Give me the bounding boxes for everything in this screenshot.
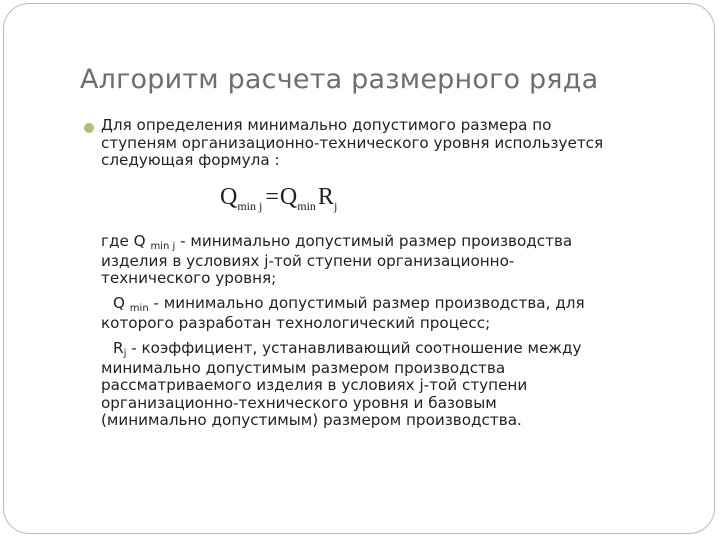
rj-line-2: минимально допустимым размером производства <box>101 358 506 377</box>
qmin-sub: min <box>129 303 149 314</box>
where-line-2: изделия в условиях j-той ступени организационно- <box>101 251 515 270</box>
qmin-paragraph <box>101 295 585 332</box>
qmin-line-1 <box>101 295 585 315</box>
where-paragraph <box>101 233 572 288</box>
rj-line-5: (минимально допустимым) размером производства. <box>101 411 522 430</box>
rj-line-1 <box>101 340 581 360</box>
bullet-icon <box>84 123 94 133</box>
where-sub: min j <box>150 241 176 252</box>
where-line-1-rest: - минимально допустимый размер производства <box>175 232 573 250</box>
intro-line-2: ступеням организационно-технического уровня используется <box>101 133 604 152</box>
formula-q2: Q <box>279 184 298 210</box>
formula-q: Q <box>220 184 238 210</box>
rj-line-3: рассматриваемого изделия в условиях j-той ступени <box>101 376 528 395</box>
rj-paragraph <box>101 340 581 430</box>
formula-r-sub: j <box>333 199 338 213</box>
rj-prefix: R <box>113 339 124 357</box>
where-line-3: технического уровня; <box>101 269 277 288</box>
formula <box>220 184 339 211</box>
where-line-1 <box>101 233 572 253</box>
qmin-prefix: Q <box>113 294 125 312</box>
intro-line-3: следующая формула : <box>101 151 280 170</box>
slide-title: Алгоритм расчета размерного ряда <box>80 64 599 95</box>
qmin-line-2: которого разработан технологический процесс; <box>101 313 491 332</box>
rj-line-1-rest: - коэффициент, устанавливающий соотношение между <box>126 339 582 357</box>
rj-line-4: организационно-технического уровня и базовым <box>101 393 497 412</box>
rj-sub: j <box>123 348 127 359</box>
where-prefix: где Q <box>101 232 146 250</box>
formula-r: R <box>317 184 334 210</box>
qmin-line-1-rest: - минимально допустимый размер производства, для <box>148 294 585 312</box>
formula-q-sub: min j <box>237 199 263 213</box>
intro-paragraph <box>101 117 603 170</box>
formula-q2-sub: min <box>297 199 316 213</box>
intro-line-1: Для определения минимально допустимого размера по <box>101 116 552 134</box>
formula-equals: = <box>265 184 279 210</box>
